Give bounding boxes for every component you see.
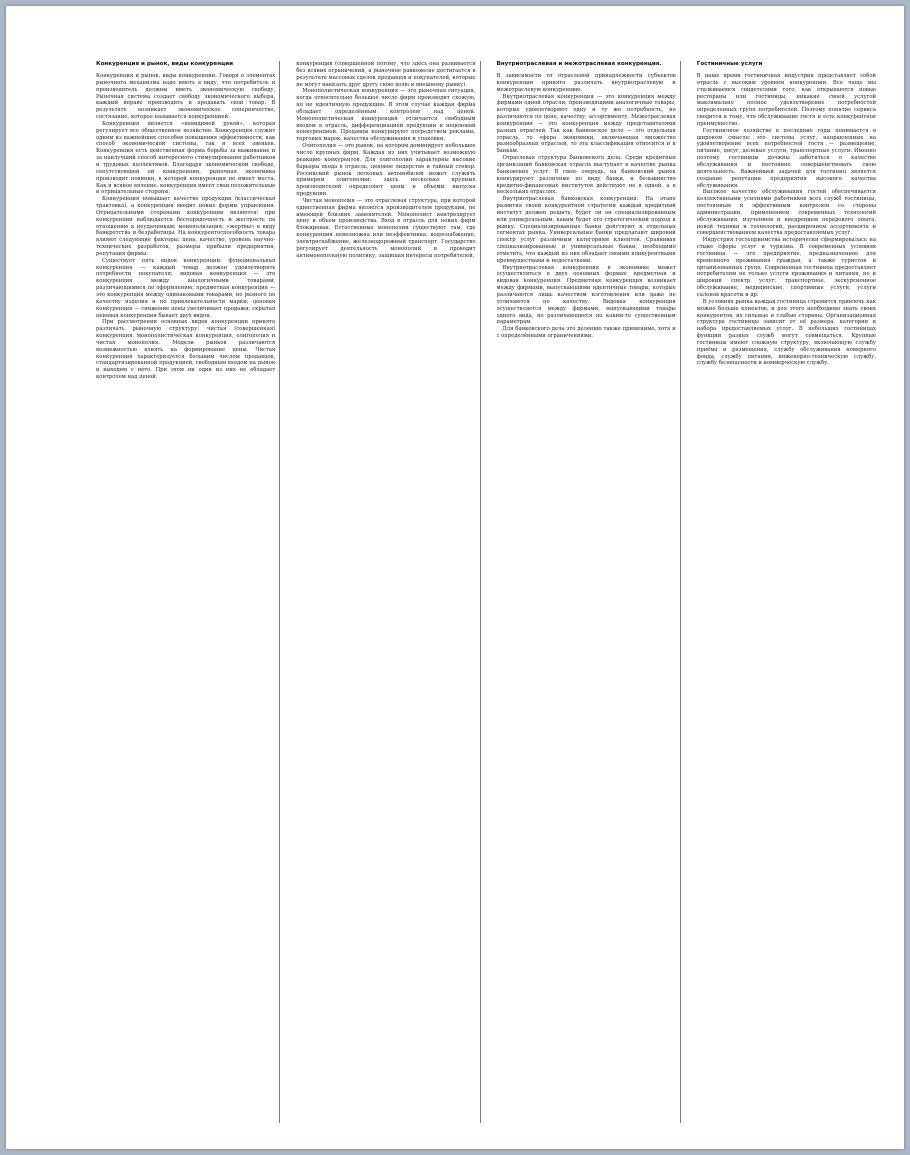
- column-3: [497, 61, 681, 1123]
- paragraph: Чистая монополия — это отраслевая структура, при которой единственная фирма является производителем продукции, не имеющей близких заменителей. Монополист контролирует цену и объем производства. Вход в отрасль для новых фирм блокирован. Естественные монополии существуют там, где конкуренция невозможна или неэффективна: водоснабжение, электроснабжение, железнодорожный транспорт. Государство регулирует деятельность монополий и проводит антимонопольную политику, защищая интересы потребителей.: [296, 197, 476, 259]
- paragraph: Монополистическая конкуренция — это рыночная ситуация, когда относительно большое число фирм производит схожую, но не идентичную продукцию. В этом случае каждая фирма обладает определённым контролем над ценой. Монополистическая конкуренция отличается свободным входом в отрасль, дифференциацией продукции и неценовой конкуренцией. Продавцы конкурируют посредством рекламы, торговых марок, качества обслуживания и упаковки.: [296, 88, 476, 143]
- column-1: [96, 61, 280, 1123]
- paragraph: Внутриотраслевая конкуренция в экономике может осуществляться в двух основных формах: предметная и видовая конкуренция. Предметная конкуренция возникает между фирмами, выпускающими идентичные товары, которые различаются лишь качеством изготовления или даже не отличаются по качеству. Видовая конкуренция осуществляется между фирмами, выпускающими товары одного вида, но различающиеся по каким-то существенным параметрам.: [496, 264, 676, 326]
- paragraph: Отраслевая структура банковского дела. Среди кредитных организаций банковская отрасль выступает в качестве рынка банковских услуг. В свою очередь, на банковский рынок конкурируют различные по виду банки, и большинство кредитно-финансовых институтов действуют не в одной, а в нескольких отраслях.: [496, 155, 676, 196]
- paragraph: Гостиничное хозяйство в последние годы понимается в широком смысле: это система услуг, направленных на удовлетворение всех потребностей гостя — размещение, питание, досуг, деловые услуги, транспортные услуги. Именно поэтому гостиницы должны заботиться о качестве обслуживания и постоянно совершенствовать свою деятельность. Важнейшей задачей для гостиниц является создание репутации предприятия высокого качества обслуживания.: [696, 127, 876, 189]
- paragraph: Внутриотраслевая банковская конкуренция. На этапе развития своей конкурентной стратегии каждый кредитный институт должен решить, будет ли он специализированным или универсальным, каким будет его стратегический подход к рынку. Специализированные банки действуют в отдельных сегментах рынка. Универсальные банки предлагают широкий спектр услуг различным категориям клиентов. Сравнивая специализированные и универсальные банки, необходимо отметить, что каждый из них обладает своими конкурентными преимуществами и недостатками.: [496, 196, 676, 264]
- column-2: [296, 61, 480, 1123]
- paragraph: Индустрия гостеприимства исторически сформировалась на стыке сферы услуг и туризма. В современных условиях гостиница — это предприятие, предназначенное для временного проживания граждан, а также туристов и организованных групп. Современная гостиница предоставляет потребителям не только услуги проживания и питания, но и широкий спектр услуг: транспортное, экскурсионное обслуживание, медицинские, спортивные услуги, услуги салонов красоты и др.: [696, 237, 876, 298]
- text-columns: [96, 61, 880, 1123]
- paragraph: Конкуренция является «невидимой рукой», которая регулирует все общественное хозяйство. Конкуренция служит одним из важнейших способов повышения эффективности, как способ экономической системы, так и всех звеньев. Конкуренция есть действенная форма борьбы за выживание и за наилучший способ интересного стимулирования работников и трудовых коллективов. Благодаря экономической свободе, сопутствующей ей конкуренции, рыночная экономика производит новинки, в которой конкуренция не имеет места. Как и всякое явление, конкуренция имеет свои положительные и отрицательные стороны.: [96, 120, 276, 196]
- column-3-title: Внутриотраслевая и межотраслевая конкуренция.: [496, 61, 662, 67]
- paragraph: Конкуренция повышает качество продукции (классическая трактовка), а конкуренция вводит новые формы управления. Отрицательными сторонами конкуренции являются: при конкуренции наблюдается беспорядочность и жесткость по отношению к неудачникам; монополизация; «жертвы» в виду банкротства и безработицы. На конкурентоспособность товара влияют следующие факторы: цена, качество, уровень научно-технических разработок, размеры прибыли предприятия, репутация фирмы.: [96, 196, 276, 257]
- column-4-title: Гостиничные услуги: [696, 61, 763, 67]
- paragraph: Высокое качество обслуживания гостей обеспечивается коллективными усилиями работников всех служб гостиницы, постоянным и эффективным контролем со стороны администрации, применением современных технологий обслуживания, изучением и внедрением передового опыта, новой техники и технологий, расширением ассортимента и совершенствованием качества предоставляемых услуг.: [696, 189, 876, 237]
- paragraph: конкуренция (совершенной потому, что здесь она развивается без всяких ограничений, а рыночное равновесие достигается в результате массовых сделок продавцов и покупателей, которые не могут навязать друг другу свою волю и внешнему рынку).: [296, 61, 476, 88]
- paragraph: В наше время гостиничная индустрия представляет собой отрасль с высоким уровнем конкуренции. Все чаще мы сталкиваемся свидетелями того, как открываются новые рестораны или гостиницы, никакие своей услугой максимально полное удовлетворение потребностей определенных групп потребителей. Поэтому понятие сервиса сводится к тому, что обслуживание гостя и есть конкурентное преимущество.: [696, 73, 876, 127]
- paragraph: В зависимости от отраслевой принадлежности субъектов конкуренции принято различать внутриотраслевую и межотраслевую конкуренцию.: [496, 73, 676, 93]
- paragraph: При рассмотрении основных видов конкуренции принято различать рыночную структуру: чистая (совершенная) конкуренция, монополистическая конкуренция, олигополия и чистая монополия. Модели рынков различаются возможностью влиять на формирование цены. Чистая конкуренция характеризуется большим числом продавцов, стандартизированной продукцией, свободным входом на рынок и выходом с него. При этом ни один из них не обладает контролем над ценой.: [96, 319, 276, 381]
- paragraph: Для банковского дела это делению также применимо, хотя и с определёнными ограничениями.: [496, 326, 676, 340]
- column-4: [697, 61, 880, 1123]
- paragraph: Существует пять видов конкуренции: функциональная конкуренция — каждый товар должен удовлетворять потребности покупателя; видовая конкуренция — это конкуренция между аналогичными товарами, различающимися по оформлению; предметная конкуренция — это конкуренция между одинаковыми товарами, но разного по качеству изделия и по привлекательности марки; ценовая конкуренция — снижение цены увеличивает продажи; скрытая ценовая конкуренция бывает двух видов.: [96, 257, 276, 319]
- paragraph: Олигополия — это рынок, на котором доминирует небольшое число крупных фирм. Каждая из них учитывает возможную реакцию конкурентов. Для олигополии характерны высокие барьеры входа в отрасль, ценовое лидерство и тайный сговор. Российский рынок легковых автомобилей может служить примером олигополии: здесь несколько крупных производителей определяют цены и объемы выпуска продукции.: [296, 143, 476, 198]
- column-1-title: Конкуренция и рынок, виды конкуренции: [96, 61, 234, 67]
- paragraph: Конкуренция и рынок, виды конкуренции. Говоря о элементах рыночного механизма надо иметь в виду, что потребитель и производитель должны иметь экономическую свободу. Рыночная система создает свободу экономического выбора, каждый вправе производить и продавать свой товар. В результате возникает экономическое соперничество, состязание, которое называется конкуренцией.: [96, 73, 276, 121]
- paragraph: Внутриотраслевая конкуренция — это конкуренция между фирмами одной отрасли, производящими аналогичные товары, которые удовлетворяют одну и ту же потребность, но различаются по цене, качеству, ассортименту. Межотраслевая конкуренция — это конкуренция между представителями разных отраслей. Так как банковское дело — это отдельная отрасль, то сфера экономики, включающая множество разнообразных отраслей, то эта классификация относится и к банкам.: [496, 93, 676, 155]
- document-page: [6, 6, 904, 1149]
- paragraph: В условиях рынка каждая гостиница стремится привлечь как можно больше клиентов, и для этого необходимо знать своих конкурентов, их сильные и слабые стороны. Организационная структура гостиницы зависит от её размера, категории и набора предоставляемых услуг. В небольших гостиницах функции разных служб могут совмещаться. Крупные гостиницы имеют сложную структуру, включающую службу приёма и размещения, службу обслуживания номерного фонда, службу питания, инженерно-техническую службу, службу безопасности и коммерческую службу.: [696, 298, 876, 367]
